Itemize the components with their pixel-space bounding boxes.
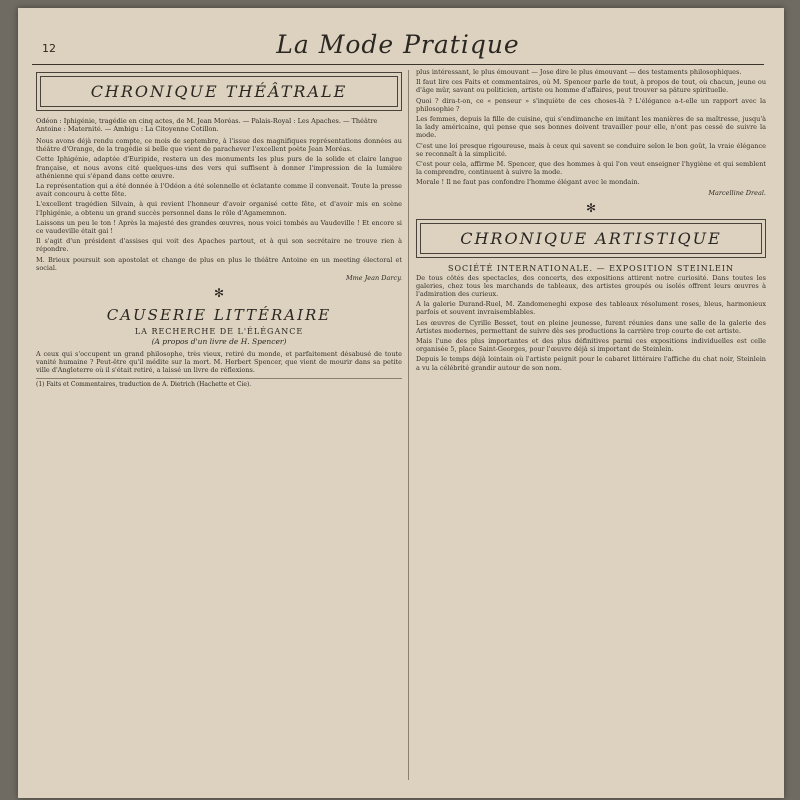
causerie-paragraph: plus intéressant, le plus émouvant — Jose dire le plus émouvant — des testaments philosophiques. (416, 68, 742, 76)
theatre-paragraph: La représentation qui a été donnée à l'Odéon a été solennelle et éclatante comme il convenait. Toute la presse avait concouru à cette fête. (36, 182, 402, 199)
artistique-paragraph: A la galerie Durand-Ruel, M. Zandomeneghi expose des tableaux résolument roses, bleus, harmonieux parfois et souvent invraisemblables. (416, 300, 766, 317)
masthead-title: La Mode Pratique (276, 30, 520, 59)
causerie-paragraph: C'est pour cela, affirme M. Spencer, que des hommes à qui l'on veut enseigner l'hygiène et qui semblent la comprendre, continuent à suivre la mode. (416, 160, 766, 177)
chronique-theatrale-title: CHRONIQUE THÉÂTRALE (40, 76, 398, 107)
theatre-paragraph: Nous avons déjà rendu compte, ce mois de septembre, à l'issue des magnifiques représentations données au théâtre d'Orange, de la tragédie si belle que vient de parachever l'excellent poète Jean Moréas. (36, 137, 402, 154)
column-divider (408, 70, 409, 780)
right-column (416, 68, 766, 780)
theatre-signature: Mme Jean Darcy. (345, 274, 402, 283)
ornament-icon: ✻ (585, 200, 597, 215)
causerie-signature: Marcelline Dreal. (708, 188, 766, 197)
footnote: (1) Faits et Commentaires, traduction de A. Dietrich (Hachette et Cie). (36, 378, 402, 388)
theatre-paragraph: Cette Iphigénie, adaptée d'Euripide, restera un des monuments les plus purs de la solide et claire langue française, et nous avons cité quelques-uns des vers qui suffisent à donner l'impression de la lumière athénienne qui s'épand dans cette œuvre. (36, 155, 402, 180)
chronique-artistique-header (416, 219, 766, 258)
ornament-icon: ✻ (213, 286, 225, 301)
artistique-paragraph: De tous côtés des spectacles, des concerts, des expositions attirent notre curiosité. Dans toutes les galeries, chez tous les marchands de tableaux, des artistes groupés ou isolés offrent leurs œuvres à l'admiration des curieux. (416, 273, 766, 299)
chronique-artistique-title: CHRONIQUE ARTISTIQUE (420, 223, 762, 254)
causerie-subtitle-italic: (A propos d'un livre de H. Spencer) (151, 337, 287, 347)
causerie-paragraph: Il faut lire ces Faits et commentaires, où M. Spencer parle de tout, à propos de tout, où chacun, jeune ou d'âge mûr, savant ou politicien, artiste ou homme d'affaires, peut trouver sa pâture spirituelle. (416, 78, 766, 95)
chronique-theatrale-header (36, 72, 402, 111)
artistique-subtitle: SOCIÉTÉ INTERNATIONALE. — EXPOSITION STEINLEIN (447, 263, 735, 273)
artistique-paragraph: Depuis le temps déjà lointain où l'artiste peignit pour le cabaret littéraire l'affiche du chat noir, Steinlein a vu la célébrité grandir autour de son nom. (416, 355, 766, 372)
page-number: 12 (42, 42, 56, 55)
causerie-paragraph: Les femmes, depuis la fille de cuisine, qui s'endimanche en imitant les manières de sa maîtresse, jusqu'à la lady américaine, qui pense que ses bonnes doivent travailler pour elle, n'ont pas cessé de suivre la mode. (416, 115, 766, 140)
causerie-subtitle: LA RECHERCHE DE L'ÉLÉGANCE (134, 327, 304, 337)
left-column (36, 68, 402, 780)
theatre-paragraph: Il s'agit d'un président d'assises qui voit des Apaches partout, et à qui son secrétaire ne trouve rien à répondre. (36, 237, 402, 254)
magazine-page (18, 8, 784, 798)
theatre-paragraph: L'excellent tragédien Silvain, à qui revient l'honneur d'avoir organisé cette fête, et d'avoir mis en scène l'Iphigénie, a obtenu un grand succès personnel dans le rôle d'Agamemnon. (36, 200, 402, 217)
causerie-title: CAUSERIE LITTÉRAIRE (106, 306, 332, 325)
theatre-paragraph: M. Brieux poursuit son apostolat et change de plus en plus le théâtre Antoine en un meeting électoral et social. (36, 255, 402, 272)
theatre-paragraph: Laissons un peu le ton ! Après la majesté des grandes œuvres, nous voici tombés au Vaudeville ! Et encore si ce vaudeville était gai ! (36, 218, 402, 236)
causerie-paragraph: Morale ! Il ne faut pas confondre l'homme élégant avec le mondain. (416, 178, 640, 187)
causerie-paragraph: Quoi ? dira-t-on, ce « penseur » s'inquiète de ces choses-là ? L'élégance a-t-elle un rapport avec la philosophie ? (416, 96, 766, 113)
page-header (32, 30, 764, 65)
theatre-credits: Odéon : Iphigénie, tragédie en cinq actes, de M. Jean Moréas. — Palais-Royal : Les Apaches. — Théâtre Antoine : Maternité. — Ambigu : La Citoyenne Cotillon. (36, 117, 378, 133)
causerie-paragraph: A ceux qui s'occupent un grand philosophe, très vieux, retiré du monde, et parfaitement désabusé de toute vanité humaine ? Peut-être qu'il médite sur la mort. M. Herbert Spencer, que vient de mourir dans sa petite ville d'Angleterre où il s'était retiré, a laissé un livre de réflexions. (36, 350, 402, 375)
artistique-paragraph: Les œuvres de Cyrille Besset, tout en pleine jeunesse, furent réunies dans une salle de la galerie des Artistes modernes, permettant de suivre dès ses productions la carrière trop courte de cet artiste. (416, 318, 766, 335)
artistique-paragraph: Mais l'une des plus importantes et des plus définitives parmi ces expositions individuelles est celle organisée 5, place Saint-Georges, pour l'œuvre déjà si important de Steinlein. (416, 337, 766, 354)
causerie-paragraph: C'est une loi presque rigoureuse, mais à ceux qui savent se conduire selon le bon goût, la vraie élégance se reconnaît à la simplicité. (416, 141, 766, 158)
